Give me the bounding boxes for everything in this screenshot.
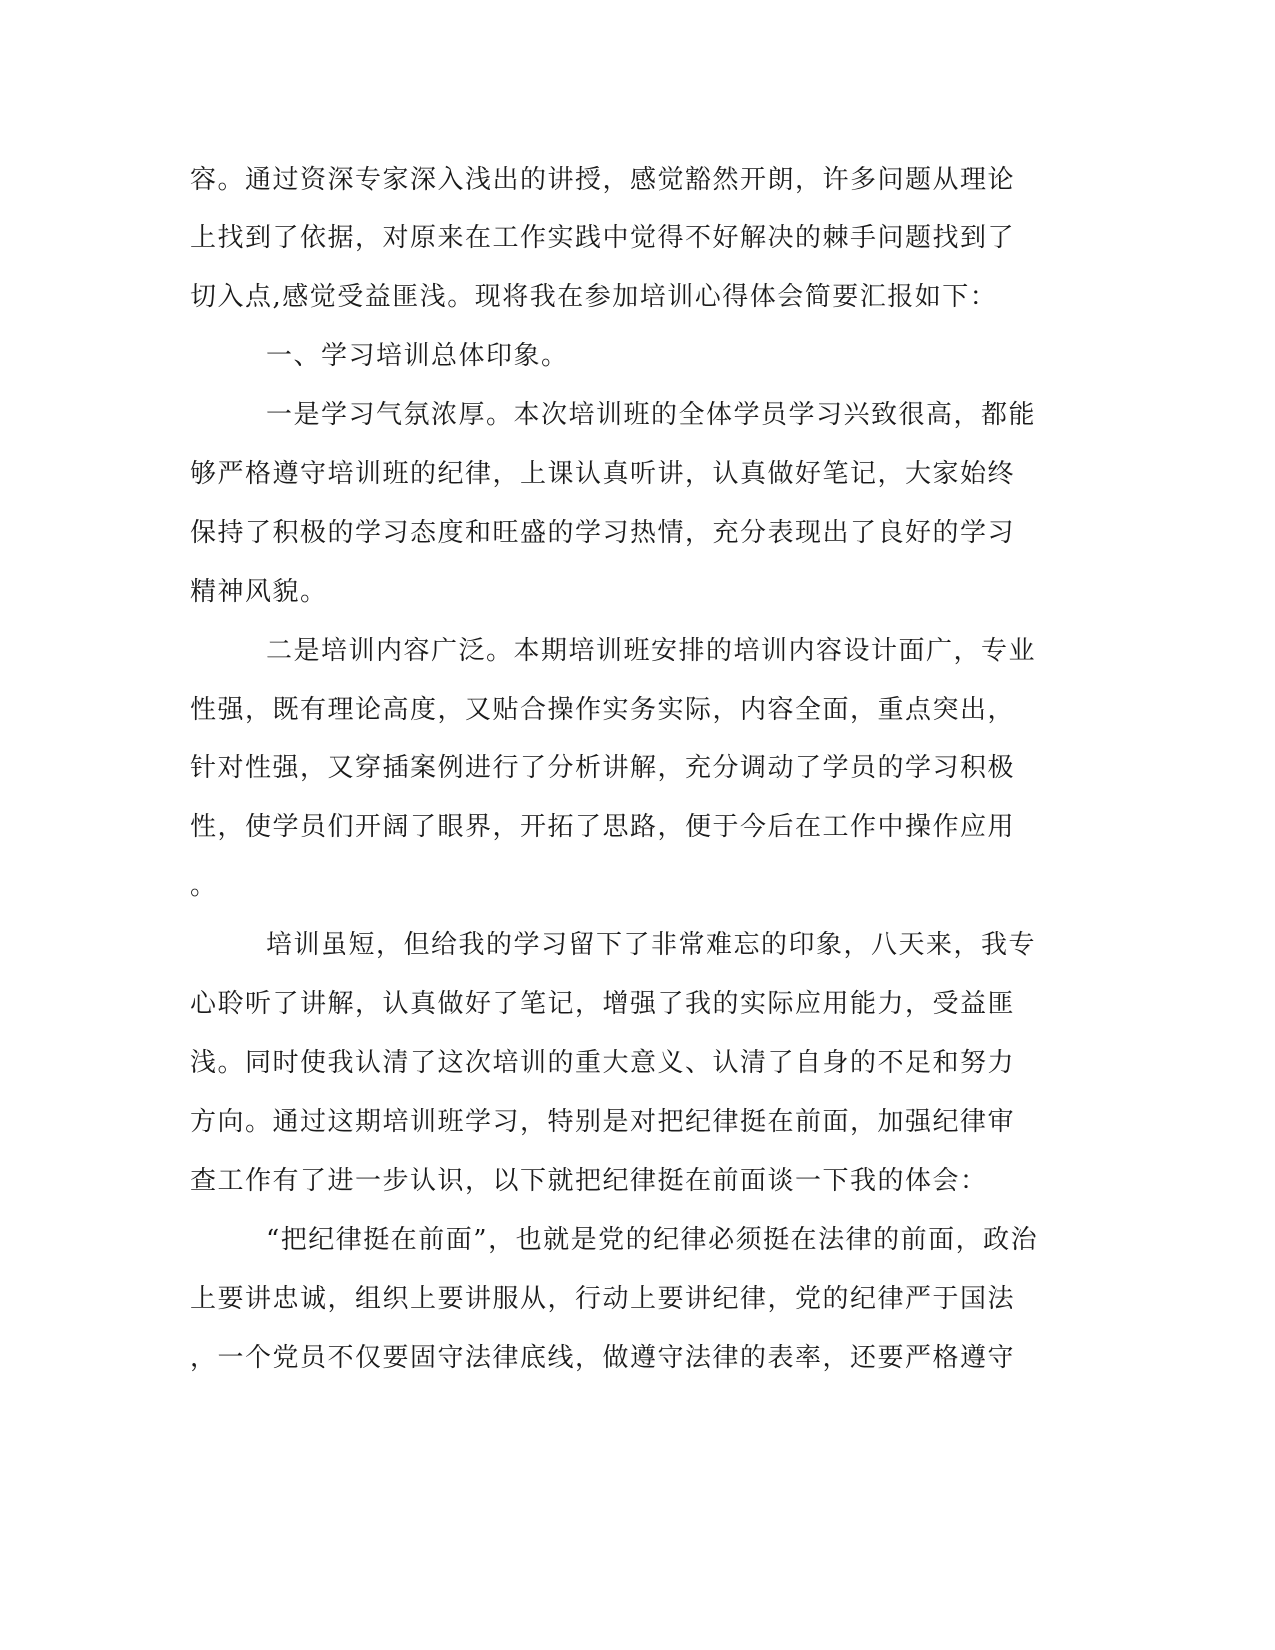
text-line: 精神风貌。 [190,577,328,607]
text-line: 性，使学员们开阔了眼界，开拓了思路，便于今后在工作中操作应用 [190,812,1016,842]
text-line: 。 [190,871,218,901]
text-line: 针对性强，又穿插案例进行了分析讲解，充分调动了学员的学习积极 [190,753,1016,783]
text-line: 查工作有了进一步认识，以下就把纪律挺在前面谈一下我的体会： [190,1166,988,1196]
text-line: 上找到了依据，对原来在工作实践中觉得不好解决的棘手问题找到了 [190,223,1016,253]
text-line: 切入点,感觉受益匪浅。现将我在参加培训心得体会简要汇报如下： [190,282,998,312]
text-line: 保持了积极的学习态度和旺盛的学习热情，充分表现出了良好的学习 [190,518,1016,548]
text-line: 方向。通过这期培训班学习，特别是对把纪律挺在前面，加强纪律审 [190,1107,1016,1137]
text-line: 容。通过资深专家深入浅出的讲授，感觉豁然开朗，许多问题从理论 [190,165,1016,195]
text-line: 心聆听了讲解，认真做好了笔记，增强了我的实际应用能力，受益匪 [190,989,1016,1019]
text-line: 培训虽短，但给我的学习留下了非常难忘的印象，八天来，我专 [266,930,1037,960]
text-line: ，一个党员不仅要固守法律底线，做遵守法律的表率，还要严格遵守 [190,1343,1016,1373]
text-line: 二是培训内容广泛。本期培训班安排的培训内容设计面广，专业 [266,636,1037,666]
text-line: 上要讲忠诚，组织上要讲服从，行动上要讲纪律，党的纪律严于国法 [190,1284,1016,1314]
text-line: 浅。同时使我认清了这次培训的重大意义、认清了自身的不足和努力 [190,1048,1016,1078]
text-line: “把纪律挺在前面”，也就是党的纪律必须挺在法律的前面，政治 [266,1225,1039,1255]
text-line: 够严格遵守培训班的纪律，上课认真听讲，认真做好笔记，大家始终 [190,459,1016,489]
section-heading: 一、学习培训总体印象。 [266,341,569,371]
text-line: 一是学习气氛浓厚。本次培训班的全体学员学习兴致很高，都能 [266,400,1037,430]
text-line: 性强，既有理论高度，又贴合操作实务实际，内容全面，重点突出， [190,695,1016,725]
